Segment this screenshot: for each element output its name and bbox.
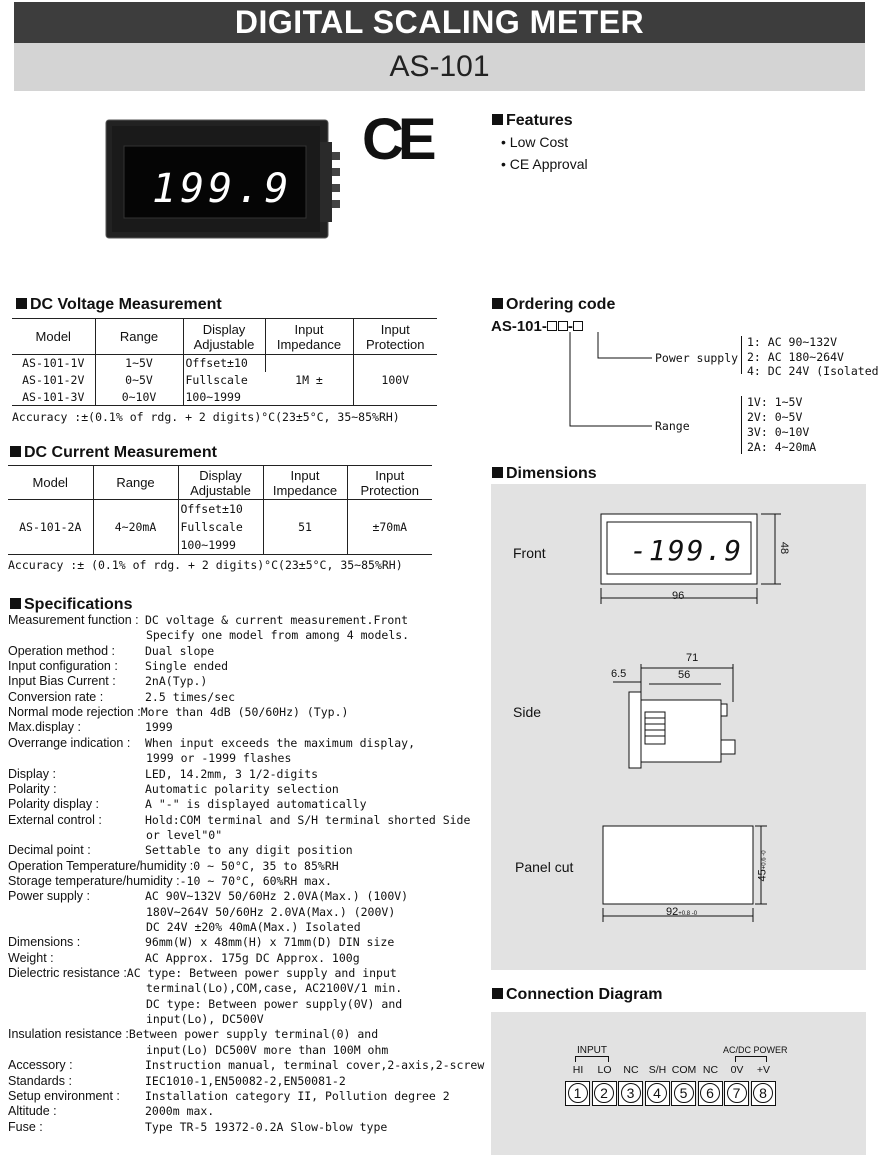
power-group-bracket [735,1056,767,1062]
spec-value: IEC1010-1,EN50082-2,EN50081-2 [145,1073,346,1088]
spec-row [8,797,367,811]
side-depth-dim: 71 [686,652,699,664]
spec-value: Between power supply terminal(0) and [128,1027,379,1042]
col-header: Model [12,319,95,355]
col-header: Range [93,466,178,500]
spec-label: Setup environment : [8,1088,120,1103]
terminal [592,1081,617,1106]
spec-value: Instruction manual, terminal cover,2-axis,2-screw [145,1058,485,1073]
table-cell: AS-101-2A [8,500,93,555]
spec-label: Insulation resistance : [8,1027,129,1042]
table-cell [178,500,263,555]
power-option: 2: AC 180~264V [747,349,844,364]
spec-value: LED, 14.2mm, 3 1/2-digits [145,766,319,781]
panel-width-tol: +0.8 -0 [678,911,698,917]
spec-value: AC 90V~132V 50/60Hz 2.0VA(Max.) (100V) [145,889,409,904]
spec-row [8,705,348,719]
spec-label: Operation method : [8,643,116,658]
range-option: 3V: 0~10V [747,425,810,439]
spec-value-continued: input(Lo), DC500V [146,1012,264,1027]
range-option: 1V: 1~5V [747,395,803,409]
terminal-label: NC [623,1064,639,1076]
terminal-label: S/H [648,1064,667,1076]
range-label: Range [655,419,690,433]
spec-row [8,1027,378,1041]
terminal-number: 1 [568,1083,588,1103]
side-view-label: Side [513,704,542,720]
spec-value: DC voltage & current measurement.Front [145,613,409,627]
dc-voltage-heading: DC Voltage Measurement [16,296,222,314]
col-header: Input Protection [347,466,432,500]
spec-row [8,1120,387,1134]
spec-value: 1999 [145,720,173,735]
terminal-number: 3 [621,1083,641,1103]
spec-value-continued: DC 24V ±20% 40mA(Max.) Isolated [146,920,361,934]
spec-label: Fuse : [8,1119,43,1134]
table-cell: 1M ± [265,355,353,406]
ordering-code-leaders [560,330,660,430]
col-header: Display Adjustable [178,466,263,500]
col-header: Range [95,319,183,355]
display-adjust-line: Fullscale [180,520,243,534]
terminal-number: 4 [647,1083,667,1103]
table-cell: Offset±10 [183,355,265,372]
col-header: Input Impedance [263,466,347,500]
spec-label: Overrange indication : [8,735,131,750]
spec-label: Input configuration : [8,659,118,674]
power-supply-label: Power supply [655,351,739,365]
terminal [751,1081,776,1106]
table-cell: 0~5V [95,372,183,389]
spec-value-continued: input(Lo) DC500V more than 100M ohm [146,1042,389,1057]
spec-value: 2.5 times/sec [145,689,236,704]
spec-value-continued: or level"0" [146,827,223,842]
terminal-number: 2 [594,1083,614,1103]
spec-row [8,966,397,980]
spec-value: 96mm(W) x 48mm(H) x 71mm(D) DIN size [145,935,395,950]
terminal-label: HI [572,1064,584,1076]
spec-label: Dielectric resistance : [8,966,127,981]
spec-row [8,859,339,873]
col-header: Model [8,466,93,500]
spec-label: Display : [8,766,56,781]
panel-width-dim [666,906,697,918]
spec-row [8,782,339,796]
spec-value-continued: 180V~264V 50/60Hz 2.0VA(Max.) (200V) [146,904,396,919]
ordering-code: AS-101- - [491,318,583,335]
spec-row [8,951,360,965]
ordering-heading: Ordering code [492,296,615,314]
specifications-heading: Specifications [10,596,132,614]
spec-label: Conversion rate : [8,689,104,704]
spec-value: AC Approx. 175g DC Approx. 100g [145,950,360,965]
page-title: DIGITAL SCALING METER [14,2,865,43]
front-view-label: Front [513,545,546,561]
connection-heading: Connection Diagram [492,986,662,1004]
panel-width-value: 92 [666,906,679,918]
spec-label: Storage temperature/humidity : [8,873,180,888]
table-cell: 100~1999 [185,389,241,404]
spec-label: Operation Temperature/humidity : [8,858,194,873]
spec-row [8,813,470,827]
dc-current-table [8,465,432,555]
table-cell: Fullscale [185,373,248,387]
spec-value: 0 ~ 50°C, 35 to 85%RH [193,858,339,873]
table-cell: 51 [263,500,347,555]
product-display-reading: 199.9 [152,166,293,212]
ordering-code-prefix: AS-101- [491,318,547,335]
spec-value: Single ended [145,659,229,674]
spec-row [8,1058,484,1072]
spec-value: More than 4dB (50/60Hz) (Typ.) [140,705,349,720]
spec-row [8,720,173,734]
terminal [724,1081,749,1106]
spec-label: Accessory : [8,1058,73,1073]
terminal-label: NC [702,1064,719,1076]
panel-height-dim [757,850,769,881]
range-options [747,395,816,455]
front-width-dim: 96 [672,590,685,602]
spec-value-continued: Specify one model from among 4 models. [146,628,410,643]
terminal [565,1081,590,1106]
terminal-label: LO [597,1064,612,1076]
terminal-number: 8 [753,1083,773,1103]
spec-label: External control : [8,812,102,827]
side-bezel-dim: 6.5 [611,668,627,680]
table-cell: 1~5V [95,355,183,372]
spec-row [8,874,332,888]
display-adjust-line: Offset±10 [180,502,243,516]
dimensions-heading: Dimensions [492,465,597,483]
spec-value: Hold:COM terminal and S/H terminal shorted Side [145,812,471,827]
input-group-label: INPUT [577,1045,607,1056]
spec-value: When input exceeds the maximum display, [145,735,416,750]
terminal-number: 6 [700,1083,720,1103]
spec-value: A "-" is displayed automatically [145,797,367,812]
spec-row [8,690,235,704]
terminal [618,1081,643,1106]
power-option: 1: AC 90~132V [747,335,838,349]
feature-item: • Low Cost [501,134,569,150]
table-cell: AS-101-3V [12,389,95,406]
spec-row [8,674,207,688]
power-group-label: AC/DC POWER [723,1045,788,1055]
features-heading: Features [492,112,573,130]
range-option: 2V: 0~5V [747,410,803,424]
spec-label: Altitude : [8,1104,57,1119]
spec-label: Normal mode rejection : [8,705,141,720]
spec-row [8,659,228,673]
panel-height-value: 45 [756,869,769,882]
spec-row [8,736,415,750]
power-option: 4: DC 24V (Isolated [747,364,879,378]
terminal [671,1081,696,1106]
ce-mark: CE [362,107,431,172]
table-cell: AS-101-1V [12,355,95,372]
front-height-dim: 48 [778,541,791,555]
side-body-dim: 56 [678,669,691,681]
spec-value-continued: terminal(Lo),COM,case, AC2100V/1 min. [146,981,403,996]
dc-voltage-accuracy: Accuracy :±(0.1% of rdg. + 2 digits)°C(23±5°C, 35~85%RH) [12,410,400,424]
spec-row [8,1104,214,1118]
spec-row [8,644,214,658]
terminal-label: +V [756,1064,771,1076]
spec-row [8,1089,450,1103]
dc-voltage-table [12,318,437,406]
product-photo [100,112,350,242]
spec-row [8,935,394,949]
spec-value-continued: 1999 or -1999 flashes [146,751,292,766]
spec-label: Polarity : [8,781,57,796]
terminal-number: 7 [727,1083,747,1103]
col-header: Input Impedance [265,319,353,355]
terminal-label: COM [671,1064,697,1076]
table-cell: 100V [381,373,410,387]
range-brace [741,396,746,454]
power-brace [741,336,746,374]
terminal [698,1081,723,1106]
display-adjust-line: 100~1999 [180,538,236,552]
spec-row [8,889,408,903]
spec-value: Installation category II, Pollution degree 2 [145,1088,450,1103]
table-cell: AS-101-2V [12,372,95,389]
spec-label: Polarity display : [8,797,100,812]
table-cell: 4~20mA [93,500,178,555]
table-cell: 0~10V [95,389,183,406]
model-number: AS-101 [14,43,865,91]
spec-value: AC type: Between power supply and input [126,966,397,981]
feature-item: • CE Approval [501,156,588,172]
dc-current-accuracy: Accuracy :± (0.1% of rdg. + 2 digits)°C(23±5°C, 35~85%RH) [8,558,403,572]
spec-label: Decimal point : [8,843,91,858]
spec-value-continued: DC type: Between power supply(0V) and [146,996,403,1011]
spec-row [8,613,408,627]
spec-value: Automatic polarity selection [145,781,339,796]
spec-label: Input Bias Current : [8,674,116,689]
col-header: Display Adjustable [183,319,265,355]
spec-label: Max.display : [8,720,81,735]
spec-row [8,843,353,857]
table-cell: ±70mA [372,520,408,534]
panel-cut-label: Panel cut [515,859,574,875]
panel-height-tol: +0.6 -0 [761,850,768,870]
spec-value: Dual slope [145,643,215,658]
front-reading: -199.9 [630,534,744,567]
spec-label: Weight : [8,950,54,965]
range-option: 2A: 4~20mA [747,440,817,454]
spec-label: Standards : [8,1073,72,1088]
spec-label: Dimensions : [8,935,81,950]
spec-label: Measurement function : [8,613,139,627]
spec-row [8,1074,346,1088]
spec-row [8,767,318,781]
terminal [645,1081,670,1106]
terminal-number: 5 [674,1083,694,1103]
spec-value: 2000m max. [145,1104,215,1119]
spec-value: 2nA(Typ.) [145,674,208,689]
spec-label: Power supply : [8,889,90,904]
spec-value: Type TR-5 19372-0.2A Slow-blow type [145,1119,388,1134]
col-header: Input Protection [353,319,437,355]
input-group-bracket [575,1056,609,1062]
power-options [747,335,879,379]
spec-value: -10 ~ 70°C, 60%RH max. [179,873,332,888]
terminal-label: 0V [730,1064,744,1076]
spec-value: Settable to any digit position [145,843,353,858]
dc-current-heading: DC Current Measurement [10,444,217,462]
